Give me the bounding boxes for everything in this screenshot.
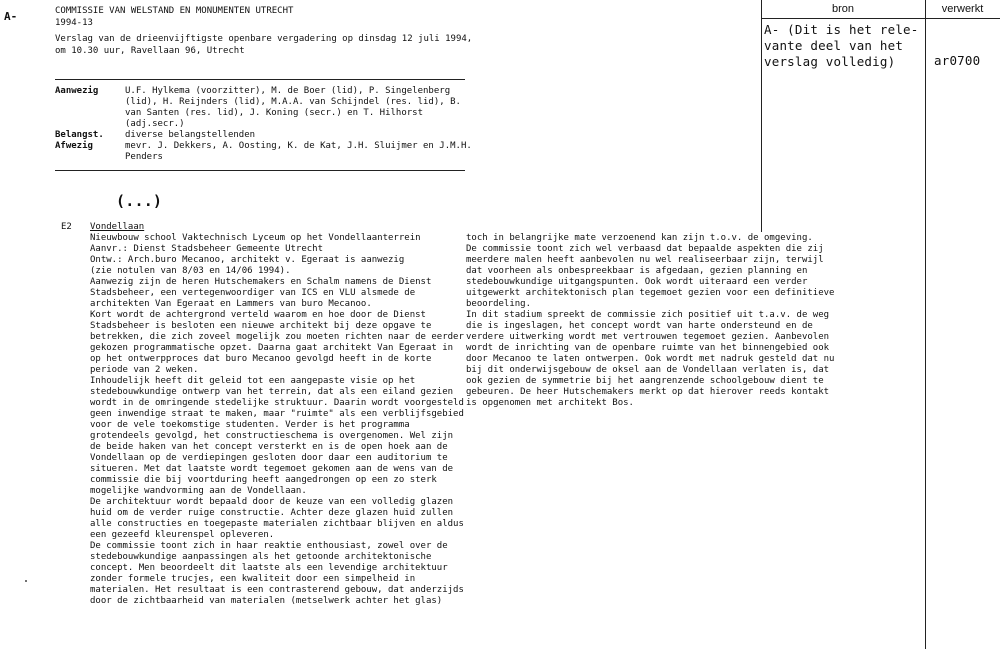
- body-line: is opgenomen met architekt Bos.: [466, 398, 634, 408]
- interested-value: diverse belangstellenden: [125, 130, 256, 140]
- body-line: door de zichtbaarheid van materialen (metselwerk achter het glas): [90, 596, 443, 606]
- body-line: periode van 2 weken.: [90, 365, 199, 375]
- body-line: huid om de verder ruige constructie. Achter deze glazen huid zullen: [90, 508, 454, 518]
- body-line: In dit stadium spreekt de commissie zich positief uit t.a.v. de weg: [466, 310, 830, 320]
- body-line: geen inwendige straat te maken, maar "ruimte" als een verblijfsgebied: [90, 409, 464, 419]
- side-table-header-bron: bron: [831, 3, 855, 15]
- body-line: Aanwezig zijn de heren Hutschemakers en Schalm namens de Dienst: [90, 277, 432, 287]
- body-line: grotendeels gevolgd, het constructieschema is overgenomen. Wel zijn: [90, 431, 454, 441]
- absent-list: [125, 141, 472, 163]
- body-line: meerdere malen heeft aanbevolen nu wel realiseerbaar zijn, terwijl: [466, 255, 824, 265]
- body-line: door Mecanoo te laten ontwerpen. Ook wordt met nadruk gesteld dat nu: [466, 354, 835, 364]
- agenda-item-number: E2: [61, 222, 72, 232]
- present-line: U.F. Hylkema (voorzitter), M. de Boer (lid), P. Singelenberg: [125, 86, 451, 96]
- present-list: [125, 86, 461, 130]
- body-line: concept. Men beoordeelt dit laatste als een levendige architektuur: [90, 563, 448, 573]
- body-line: Ontw.: Arch.buro Mecanoo, architekt v. Egeraat is aanwezig: [90, 255, 405, 265]
- body-line: gekozen programmatische opzet. Daarna gaat architekt Van Egeraat in: [90, 343, 454, 353]
- body-line: stedebouwkundige ontwerp van het terrein, dat als een eiland gezien: [90, 387, 454, 397]
- body-line: voor de vele toekomstige studenten. Verder is het programma: [90, 420, 410, 430]
- body-line: wordt de inrichting van de openbare ruimte van het binnengebied ook: [466, 343, 830, 353]
- present-line: (lid), H. Reijnders (lid), M.A.A. van Schijndel (res. lid), B.: [125, 97, 461, 107]
- side-table-bron-note: [764, 22, 919, 70]
- report-intro-line-2: om 10.30 uur, Ravellaan 96, Utrecht: [55, 45, 245, 56]
- body-line: (zie notulen van 8/03 en 14/06 1994).: [90, 266, 291, 276]
- margin-marker: A-: [4, 10, 18, 23]
- body-line: Kort wordt de achtergrond verteld waarom en hoe door de Dienst: [90, 310, 426, 320]
- bron-note-line: verslag volledig): [764, 54, 896, 69]
- body-line: toch in belangrijke mate verzoenend kan zijn t.o.v. de omgeving.: [466, 233, 813, 243]
- absent-line: Penders: [125, 152, 163, 162]
- report-intro-line-1: Verslag van de drieenvijftigste openbare vergadering op dinsdag 12 juli 1994,: [55, 34, 473, 44]
- absent-line: mevr. J. Dekkers, A. Oosting, K. de Kat, J.H. Sluijmer en J.M.H.: [125, 141, 472, 151]
- present-line: (adj.secr.): [125, 119, 185, 129]
- body-line: uitgewerkt architektonisch plan tegemoet gezien voor een definitieve: [466, 288, 835, 298]
- body-line: commissie die bij voortduring heeft aangedrongen op een zo sterk: [90, 475, 437, 485]
- body-column-left: [90, 233, 464, 607]
- body-line: architekten Van Egeraat en Lammers van buro Mecanoo.: [90, 299, 372, 309]
- body-line: die is ingeslagen, het concept wordt van harte ondersteund en de: [466, 321, 813, 331]
- body-line: wordt in de omringende stedelijke struktuur. Daarin wordt voorgesteld: [90, 398, 464, 408]
- body-column-right: [466, 233, 846, 409]
- body-line: stedebouwkundige uitgangspunten. Ook wordt uiteraard een verder: [466, 277, 808, 287]
- body-line: bij dit onderwijsgebouw de oksel aan de Vondellaan verlaten is, dat: [466, 365, 830, 375]
- present-line: van Santen (res. lid), J. Koning (secr.) en T. Hilhorst: [125, 108, 424, 118]
- body-line: verdere uitwerking wordt met vertrouwen tegemoet gezien. Aanbevolen: [466, 332, 830, 342]
- scan-speck: [25, 580, 27, 582]
- body-line: alle constructies en toegepaste materialen zichtbaar blijven en aldus: [90, 519, 464, 529]
- body-line: dat voorheen als onbespreekbaar is afgedaan, gezien planning en: [466, 266, 808, 276]
- body-line: mogelijke wandvorming aan de Vondellaan.: [90, 486, 307, 496]
- attendance-top-rule: [55, 79, 465, 80]
- interested-label: Belangst.: [55, 130, 104, 140]
- body-line: op het ontwerpproces dat buro Mecanoo gevolgd heeft in de korte: [90, 354, 432, 364]
- agenda-item-title: Vondellaan: [90, 222, 145, 232]
- document-header: [55, 6, 472, 57]
- body-line: De architektuur wordt bepaald door de keuze van een volledig glazen: [90, 497, 454, 507]
- body-line: De commissie toont zich wel verbaasd dat bepaalde aspekten die zij: [466, 244, 824, 254]
- attendance-bottom-rule: [55, 170, 465, 171]
- body-line: een gezeefd kleurenspel opleveren.: [90, 530, 275, 540]
- body-line: Nieuwbouw school Vaktechnisch Lyceum op het Vondellaanterrein: [90, 233, 421, 243]
- body-line: betrekken, die zich zoveel mogelijk zou moeten richten naar de eerder: [90, 332, 464, 342]
- commission-name: COMMISSIE VAN WELSTAND EN MONUMENTEN UTRECHT: [55, 6, 294, 16]
- attendance-block: [55, 86, 475, 163]
- body-line: Stadsbeheer, een vertegenwoordiger van ICS en VLU alsmede de: [90, 288, 416, 298]
- body-line: zonder formele trucjes, een kwaliteit door een simpelheid in: [90, 574, 416, 584]
- body-line: Vondellaan op de verdiepingen gesloten door daar een auditorium te: [90, 453, 448, 463]
- side-table-left-border: [761, 0, 762, 232]
- body-line: situeren. Met dat laatste wordt tegemoet gekomen aan de wens van de: [90, 464, 454, 474]
- bron-note-line: A- (Dit is het rele-: [764, 22, 919, 37]
- meeting-number: 1994-13: [55, 17, 93, 28]
- body-line: materialen. Het resultaat is een contrasterend gebouw, dat anderzijds: [90, 585, 464, 595]
- body-line: ook gezien de symmetrie bij het aangrenzende schoolgebouw dient te: [466, 376, 824, 386]
- side-table-header-verwerkt: verwerkt: [941, 3, 984, 15]
- body-line: Aanvr.: Dienst Stadsbeheer Gemeente Utrecht: [90, 244, 323, 254]
- body-line: beoordeling.: [466, 299, 532, 309]
- omission-marker: (...): [116, 192, 163, 210]
- side-table-header-rule: [761, 18, 1000, 19]
- body-line: gebeuren. De heer Hutschemakers merkt op dat hierover reeds kontakt: [466, 387, 830, 397]
- absent-label: Afwezig: [55, 141, 93, 151]
- bron-note-line: vante deel van het: [764, 38, 904, 53]
- body-line: De commissie toont zich in haar reaktie enthousiast, zowel over de: [90, 541, 448, 551]
- body-line: Inhoudelijk heeft dit geleid tot een aangepaste visie op het: [90, 376, 416, 386]
- side-table-divider: [925, 0, 926, 649]
- body-line: Stadsbeheer is besloten een nieuwe architekt bij deze opgave te: [90, 321, 432, 331]
- side-table-verwerkt-code: ar0700: [934, 53, 981, 68]
- present-label: Aanwezig: [55, 86, 99, 96]
- body-line: de beide haken van het concept versterkt en is de open hoek aan de: [90, 442, 448, 452]
- body-line: stedebouwkundige aanpassingen als het getoonde architektonische: [90, 552, 432, 562]
